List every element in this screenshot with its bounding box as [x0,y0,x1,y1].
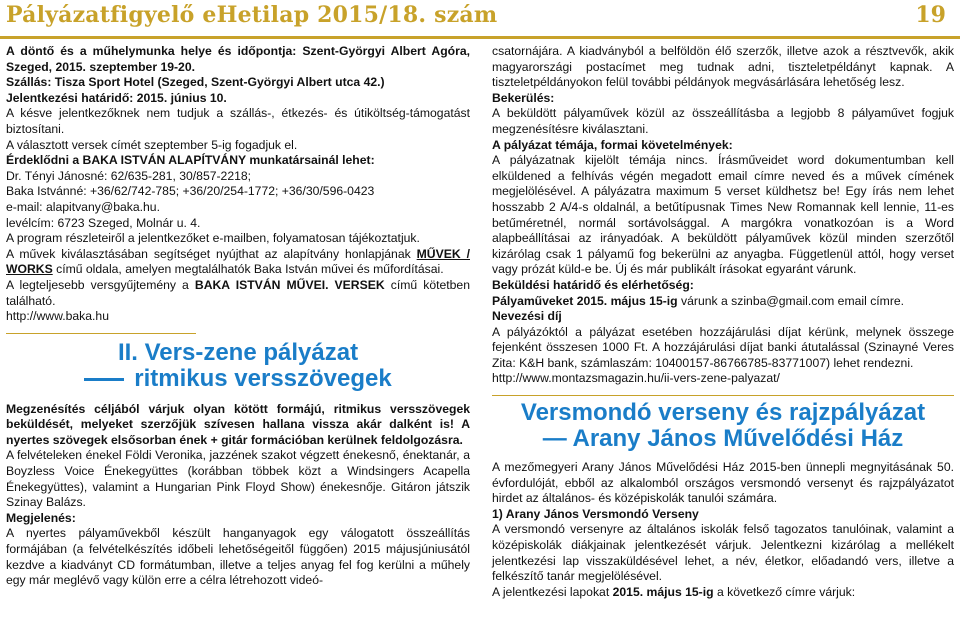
page-title: Pályázatfigyelő eHetilap 2015/18. szám [6,2,498,28]
application-text-c: a következő címre várjuk: [713,584,856,599]
competition-heading: 1) Arany János Versmondó Verseny [492,506,699,521]
works-paragraph [6,247,470,278]
versmondo-heading-line-1: Versmondó verseny és rajzpályázat [520,399,926,427]
selection-text: A beküldött pályaművek közül az összeállításba a legjobb 8 pályaművet fogjuk megzenésítésre kiválasztani. [492,106,954,136]
baka-link[interactable]: http://www.baka.hu [6,309,109,324]
requirements-text: A pályázatnak kijelölt témája nincs. Írásműveidet word dokumentumban kell elküldened a felhívás végén megadott email címre neved és a művek címének megjelölésével. A pályázatra maximum 5 verset küldhetsz be! Egy írás nem lehet hosszabb 2 A/4-s oldalnál, a betűtípusnak Times New Romannak kell lennie, 11-es betűméretnél, normál sortávolsággal. A margókra vonatkozóan is a Word alapbeállításai az irányadóak. A beküldött pályaművek közül minden szerzőtől kizárólag csak 1 pályamű fog bekerülni az anyagba. Függetlenül attól, hogy verset vagy prózát küld-e be. Új és már publikált írásokat egyaránt várunk. [492,153,954,277]
right-column [492,44,954,600]
contact-email[interactable]: e-mail: alapitvany@baka.hu. [6,199,160,214]
fee-heading: Nevezési díj [492,309,562,324]
fee-text: A pályázóktól a pályázat esetében hozzájárulási díjat kérünk, melynek összege fejenként összesen 1000 Ft. A hozzájárulási díjat banki átutalással (Szinayné Veres Zita: K&H bank, számlaszám: 10400157-86766785-83771007) lehet rendezni. [492,324,954,370]
collection-text-a: A legteljesebb versgyűjtemény a [6,277,195,292]
application-text [492,585,954,601]
submission-heading: Beküldési határidő és elérhetőség: [492,277,694,292]
collection-title: BAKA ISTVÁN MŰVEI. VERSEK [194,277,385,292]
channel-text: csatornájára. A kiadványból a belföldön élő szerzők, illetve azok a résztvevők, akik magyarországi postacímet meg tudnak adni, tiszteletpéldányt kapnak. A tiszteletpéldányokon felül további példányok megvásárlására lehetőség lesz. [492,44,954,90]
section-heading-line-2-wrap [6,366,470,392]
contact-address: levélcím: 6723 Szeged, Molnár u. 4. [6,215,201,230]
requirements-heading: A pályázat témája, formai követelmények: [492,137,733,152]
competition-text: A versmondó versenyre az általános iskolák felső tagozatos tanulóinak, valamint a középiskolák diákjainak jelentkezését várjuk. Jelentkezni kizárólag a mellékelt jelentkezési lap visszaküldésével lehet, a név, életkor, előadandó vers, illetve a felkészítő tanár megjelölésével. [492,522,954,584]
contact-heading: Érdeklődni a BAKA ISTVÁN ALAPÍTVÁNY munkatársainál lehet: [6,153,375,168]
section-divider [6,333,196,334]
vers-zene-performers: A felvételeken énekel Földi Veronika, jazzének szakot végzett énekesnő, énektanár, a Boyzless Voice Énekegyüttes (korábban többek közt a Windsingers Acapella Énekegyüttes), valamint a Hungarian Pink Floyd Show) énekesnője. Gitáron játszik Szinay Balázs. [6,448,470,510]
contact-line-2: Baka Istvánné: +36/62/742-785; +36/20/254-1772; +36/30/596-0423 [6,184,375,199]
submission-deadline: Pályaműveket 2015. május 15-ig [492,293,678,308]
late-notice: A késve jelentkezőknek nem tudjuk a szállás-, étkezés- és útiköltség-támogatást biztosítani. [6,106,470,136]
works-text-a: A művek kiválasztásában segítséget nyújthat az alapítvány honlapjának [6,246,417,261]
section-heading-vers-zene [6,340,470,392]
header-rule [0,36,960,39]
application-deadline: 2015. május 15-ig [612,584,714,599]
publication-text: A nyertes pályaművekből készült hanganyagok egy válogatott összeállítás formájában (a felvételkészítés időbeli lehetőségeitől függően) 2015 májusjúniusától kezdve a kiadványt CD formátumban, illetve a teljes anyag fel fog kerülni a műhely egy már meglévő vagy külön erre a célra létrehozott videó- [6,526,470,588]
page-header [0,0,960,38]
section-heading-line-2: ritmikus versszövegek [134,364,392,392]
left-column [6,44,470,589]
section-heading-line-1: II. Vers-zene pályázat [117,338,359,366]
works-link[interactable]: MŰVEK / WORKS [6,246,470,277]
montazs-link[interactable]: http://www.montazsmagazin.hu/ii-vers-zene-palyazat/ [492,371,780,386]
heading-dash [84,378,124,381]
selection-heading: Bekerülés: [492,90,555,105]
publication-heading: Megjelenés: [6,510,76,525]
anniversary-text: A mezőmegyeri Arany János Művelődési Ház 2015-ben ünnepli megnyitásának 50. évfordulóját, ebből az alkalomból országos versmondó versenyt és rajzpályázatot hirdet az általános- és középiskolák tanulói számára. [492,460,954,506]
deadline-text: Jelentkezési határidő: 2015. június 10. [6,90,227,105]
collection-paragraph [6,278,470,309]
vers-zene-intro: Megzenésítés céljából várjuk olyan kötött formájú, ritmikus versszövegek beküldését, melyeket szerzőjük szívesen hallana vissza akár dalként is! A nyertes szövegek elsősorban ének + gitár formációban kerülnek feldolgozásra. [6,401,470,447]
section-divider-right [492,395,954,396]
section-heading-versmondo [492,400,954,452]
submission-email[interactable]: várunk a szinba@gmail.com email címre. [677,293,905,308]
contact-line-1: Dr. Tényi Jánosné: 62/635-281, 30/857-2218; [6,168,252,183]
submission-text [492,294,954,310]
application-text-a: A jelentkezési lapokat [492,584,613,599]
accommodation-text: Szállás: Tisza Sport Hotel (Szeged, Szent-Györgyi Albert utca 42.) [6,75,385,90]
versmondo-heading-line-2: — Arany János Művelődési Ház [542,425,904,453]
poem-titles-notice: A választott versek címét szeptember 5-ig fogadjuk el. [6,137,298,152]
works-text-c: című oldala, amelyen megtalálhatók Baka István művei és műfordításai. [52,262,444,277]
page-number: 19 [915,2,946,28]
venue-text: A döntő és a műhelymunka helye és időpontja: Szent-Györgyi Albert Agóra, Szeged, 2015. szeptember 19-20. [6,44,470,74]
collection-text-c: című kötetben található. [6,277,470,308]
program-info: A program részleteiről a jelentkezőket e-mailben, folyamatosan tájékoztatjuk. [6,231,420,246]
